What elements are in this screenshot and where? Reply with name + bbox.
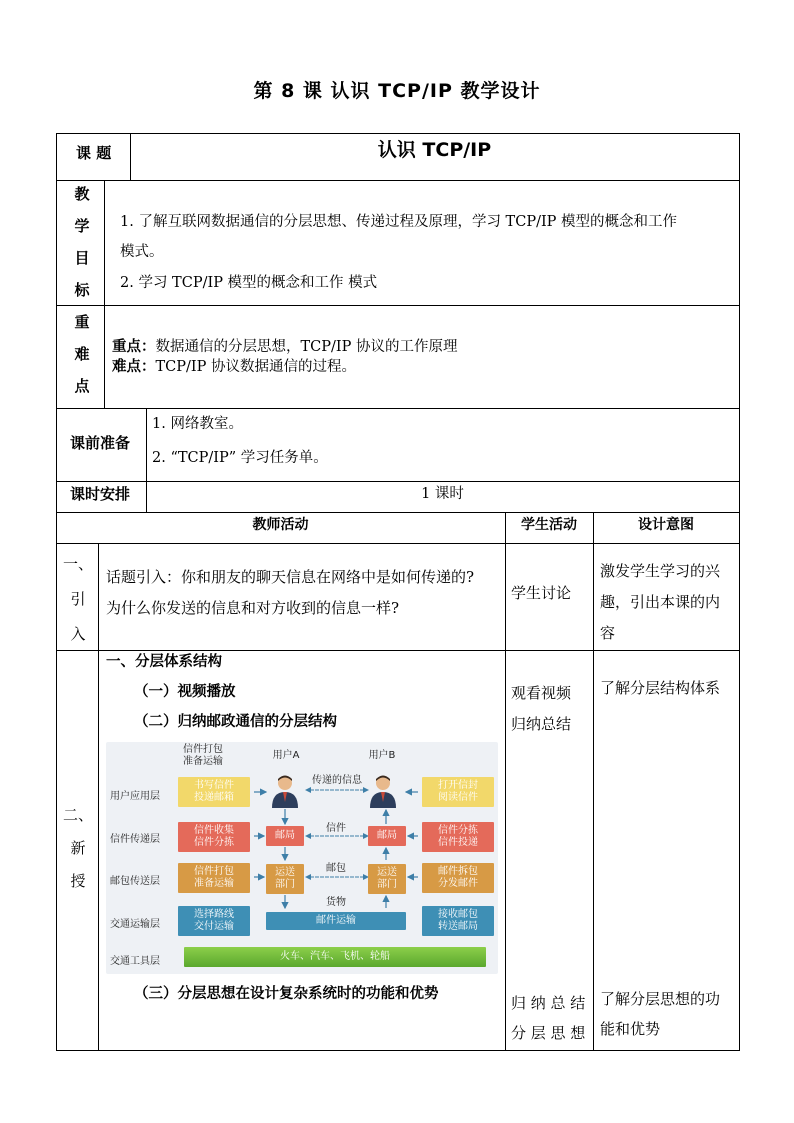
left-box-letter: 信件收集 信件分拣 <box>178 822 250 852</box>
section2-student-1: 观看视频 归纳总结 <box>511 684 572 733</box>
transport-dept-a: 运送 部门 <box>266 864 304 894</box>
package-label: 邮包 <box>326 863 346 874</box>
layer-vehicle: 交通工具层 <box>110 956 160 967</box>
right-box-user-app: 打开信封 阅读信件 <box>422 777 494 807</box>
section2-label: 二、 新 授 <box>62 806 93 890</box>
layer-letter-transfer: 信件传递层 <box>110 834 160 845</box>
right-box-letter: 信件分拣 信件投递 <box>422 822 494 852</box>
mail-transport-box: 邮件运输 <box>266 912 406 930</box>
difficult-point: 难点：TCP/IP 协议数据通信的过程。 <box>112 359 356 375</box>
post-office-b: 邮局 <box>368 826 406 846</box>
section2-intent-2: 了解分层思想的功 能和优势 <box>600 990 721 1038</box>
user-a-icon <box>270 774 300 808</box>
prep-item-1: 1. 网络教室。 <box>152 416 243 432</box>
schedule-value: 1 课时 <box>421 486 464 502</box>
intro-student-activity: 学生讨论 <box>511 584 572 602</box>
layer-package-transfer: 邮包传送层 <box>110 876 160 887</box>
lesson-label: 课 题 <box>76 144 112 162</box>
layer-transport: 交通运输层 <box>110 919 160 930</box>
intro-intent: 激发学生学习的兴 趣，引出本课的内 容 <box>600 562 721 642</box>
section2-intent-1: 了解分层结构体系 <box>600 679 721 697</box>
user-a-label: 用户A <box>272 750 300 761</box>
layer-user-app: 用户应用层 <box>110 791 160 802</box>
prep-item-2: 2. “TCP/IP” 学习任务单。 <box>152 450 328 466</box>
intro-topic-line1: 话题引入：你和朋友的聊天信息在网络中是如何传递的? <box>106 568 475 586</box>
diagram-top-label: 信件打包 准备运输 <box>183 744 223 767</box>
section2-heading: 一、分层体系结构 <box>106 654 222 670</box>
user-b-label: 用户B <box>368 750 396 761</box>
goal-item-1-cont: 模式。 <box>120 244 164 260</box>
header-student: 学生活动 <box>521 517 577 533</box>
goal-item-1: 1. 了解互联网数据通信的分层思想、传递过程及原理，学习 TCP/IP 模型的概念和工作 <box>120 214 678 230</box>
keypoints-label: 重 难 点 <box>74 313 90 395</box>
left-box-transport: 选择路线 交付运输 <box>178 906 250 936</box>
schedule-label: 课时安排 <box>70 485 131 503</box>
transport-dept-b: 运送 部门 <box>368 864 406 894</box>
section2-sub3: （三）分层思想在设计复杂系统时的功能和优势 <box>134 986 439 1002</box>
key-point: 重点：数据通信的分层思想，TCP/IP 协议的工作原理 <box>112 339 458 355</box>
section2-student-2: 归 纳 总 结 分 层 思 想 <box>511 994 586 1042</box>
header-teacher: 教师活动 <box>252 517 309 533</box>
postal-layer-diagram <box>106 742 498 974</box>
section2-sub2: （二）归纳邮政通信的分层结构 <box>134 714 337 730</box>
left-box-package: 信件打包 准备运输 <box>178 863 250 893</box>
intro-topic-line2: 为什么你发送的信息和对方收到的信息一样? <box>106 599 400 617</box>
goods-label: 货物 <box>326 897 346 908</box>
goal-item-2: 2. 学习 TCP/IP 模型的概念和工作 模式 <box>120 275 378 291</box>
left-box-user-app: 书写信件 投递邮箱 <box>178 777 250 807</box>
goals-label: 教 学 目 标 <box>74 185 90 299</box>
section2-sub1: （一）视频播放 <box>134 684 236 700</box>
header-intent: 设计意图 <box>638 517 694 533</box>
right-box-package: 邮件拆包 分发邮件 <box>422 863 494 893</box>
vehicles-bar: 火车、汽车、飞机、轮船 <box>184 947 486 967</box>
info-label: 传递的信息 <box>312 775 362 786</box>
lesson-title: 认识 TCP/IP <box>377 139 492 161</box>
user-b-icon <box>368 774 398 808</box>
right-box-transport: 接收邮包 转送邮局 <box>422 906 494 936</box>
post-office-a: 邮局 <box>266 826 304 846</box>
prep-label: 课前准备 <box>70 434 131 452</box>
page-title: 第 8 课 认识 TCP/IP 教学设计 <box>253 80 541 102</box>
letter-label: 信件 <box>326 823 346 834</box>
section1-label: 一、 引 入 <box>62 555 93 643</box>
